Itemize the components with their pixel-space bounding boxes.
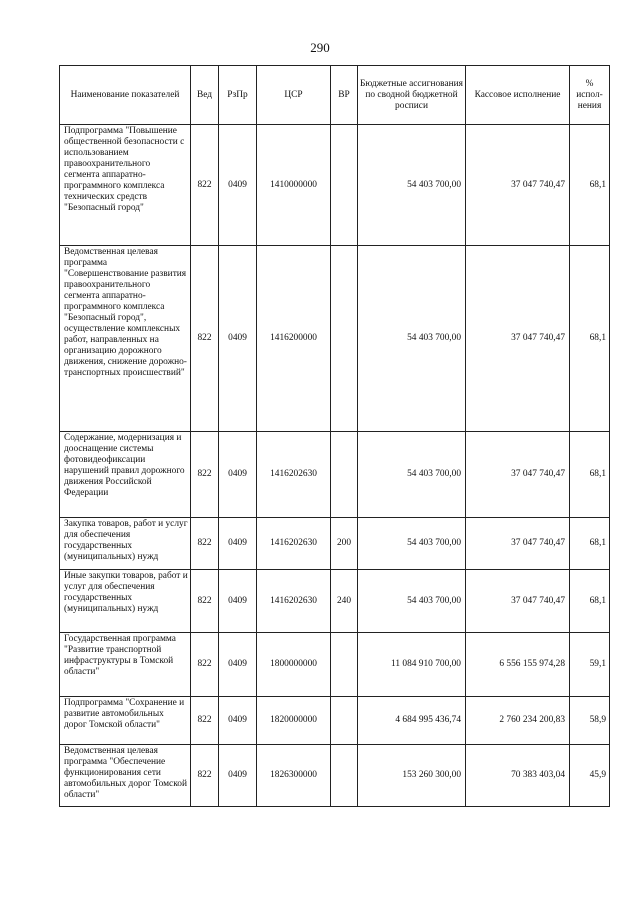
header-csr: ЦСР: [257, 66, 331, 125]
row-vr: [331, 246, 358, 432]
table-row: [60, 570, 610, 633]
row-csr: 1820000000: [257, 697, 331, 745]
row-ved: 822: [191, 246, 219, 432]
row-pct: 45,9: [570, 745, 610, 807]
row-csr: 1410000000: [257, 125, 331, 246]
header-ved: Вед: [191, 66, 219, 125]
row-cash: 2 760 234 200,83: [466, 697, 570, 745]
row-pct: 68,1: [570, 246, 610, 432]
row-csr: 1800000000: [257, 633, 331, 697]
row-vr: [331, 633, 358, 697]
row-csr: 1416202630: [257, 518, 331, 570]
row-rzpr: 0409: [219, 570, 257, 633]
row-name: Иные закупки товаров, работ и услуг для обеспечения государственных (муниципальных) нужд: [60, 570, 191, 633]
row-ved: 822: [191, 697, 219, 745]
row-budget: 54 403 700,00: [358, 125, 466, 246]
table-row: [60, 745, 610, 807]
table-body: [60, 125, 610, 807]
budget-table: [59, 65, 610, 807]
row-ved: 822: [191, 432, 219, 518]
row-vr: [331, 745, 358, 807]
row-csr: 1416200000: [257, 246, 331, 432]
header-budget: Бюджетные ассигнования по сводной бюджетной росписи: [358, 66, 466, 125]
row-budget: 54 403 700,00: [358, 518, 466, 570]
table-row: [60, 246, 610, 432]
table-row: [60, 518, 610, 570]
row-csr: 1826300000: [257, 745, 331, 807]
row-budget: 153 260 300,00: [358, 745, 466, 807]
row-rzpr: 0409: [219, 697, 257, 745]
row-cash: 70 383 403,04: [466, 745, 570, 807]
row-csr: 1416202630: [257, 570, 331, 633]
row-pct: 59,1: [570, 633, 610, 697]
row-budget: 54 403 700,00: [358, 570, 466, 633]
header-rzpr: РзПр: [219, 66, 257, 125]
row-cash: 37 047 740,47: [466, 518, 570, 570]
row-name: Государственная программа "Развитие транспортной инфраструктуры в Томской области": [60, 633, 191, 697]
row-rzpr: 0409: [219, 633, 257, 697]
row-cash: 37 047 740,47: [466, 432, 570, 518]
row-vr: [331, 432, 358, 518]
row-name: Ведомственная целевая программа "Совершенствование развития правоохранительного сегмента аппаратно-программного комплекса "Безопасный город", осуществление комплексных работ, направленных на организацию дорожного движения, снижение дорожно-транспортных происшествий": [60, 246, 191, 432]
row-pct: 68,1: [570, 125, 610, 246]
row-ved: 822: [191, 745, 219, 807]
table-row: [60, 633, 610, 697]
header-pct: % испол-нения: [570, 66, 610, 125]
row-pct: 68,1: [570, 570, 610, 633]
row-cash: 37 047 740,47: [466, 125, 570, 246]
header-cash: Кассовое исполнение: [466, 66, 570, 125]
row-ved: 822: [191, 570, 219, 633]
row-vr: 200: [331, 518, 358, 570]
row-budget: 11 084 910 700,00: [358, 633, 466, 697]
row-rzpr: 0409: [219, 518, 257, 570]
row-name: Подпрограмма "Сохранение и развитие автомобильных дорог Томской области": [60, 697, 191, 745]
row-name: Закупка товаров, работ и услуг для обеспечения государственных (муниципальных) нужд: [60, 518, 191, 570]
row-vr: [331, 125, 358, 246]
row-ved: 822: [191, 518, 219, 570]
row-name: Ведомственная целевая программа "Обеспечение функционирования сети автомобильных дорог Томской области": [60, 745, 191, 807]
table-row: [60, 697, 610, 745]
row-rzpr: 0409: [219, 745, 257, 807]
row-name: Подпрограмма "Повышение общественной безопасности с использованием правоохранительного сегмента аппаратно-программного комплекса технических средств "Безопасный город": [60, 125, 191, 246]
row-rzpr: 0409: [219, 432, 257, 518]
row-name: Содержание, модернизация и дооснащение системы фотовидеофиксации нарушений правил дорожного движения Российской Федерации: [60, 432, 191, 518]
table-row: [60, 125, 610, 246]
row-pct: 68,1: [570, 518, 610, 570]
row-cash: 37 047 740,47: [466, 246, 570, 432]
row-ved: 822: [191, 125, 219, 246]
row-rzpr: 0409: [219, 125, 257, 246]
row-rzpr: 0409: [219, 246, 257, 432]
table-row: [60, 432, 610, 518]
table-header-row: [60, 66, 610, 125]
row-cash: 6 556 155 974,28: [466, 633, 570, 697]
row-pct: 58,9: [570, 697, 610, 745]
row-cash: 37 047 740,47: [466, 570, 570, 633]
row-vr: [331, 697, 358, 745]
header-name: Наименование показателей: [60, 66, 191, 125]
row-budget: 54 403 700,00: [358, 246, 466, 432]
row-budget: 4 684 995 436,74: [358, 697, 466, 745]
row-pct: 68,1: [570, 432, 610, 518]
row-csr: 1416202630: [257, 432, 331, 518]
row-vr: 240: [331, 570, 358, 633]
row-ved: 822: [191, 633, 219, 697]
page-number: 290: [310, 40, 330, 55]
header-vr: ВР: [331, 66, 358, 125]
row-budget: 54 403 700,00: [358, 432, 466, 518]
